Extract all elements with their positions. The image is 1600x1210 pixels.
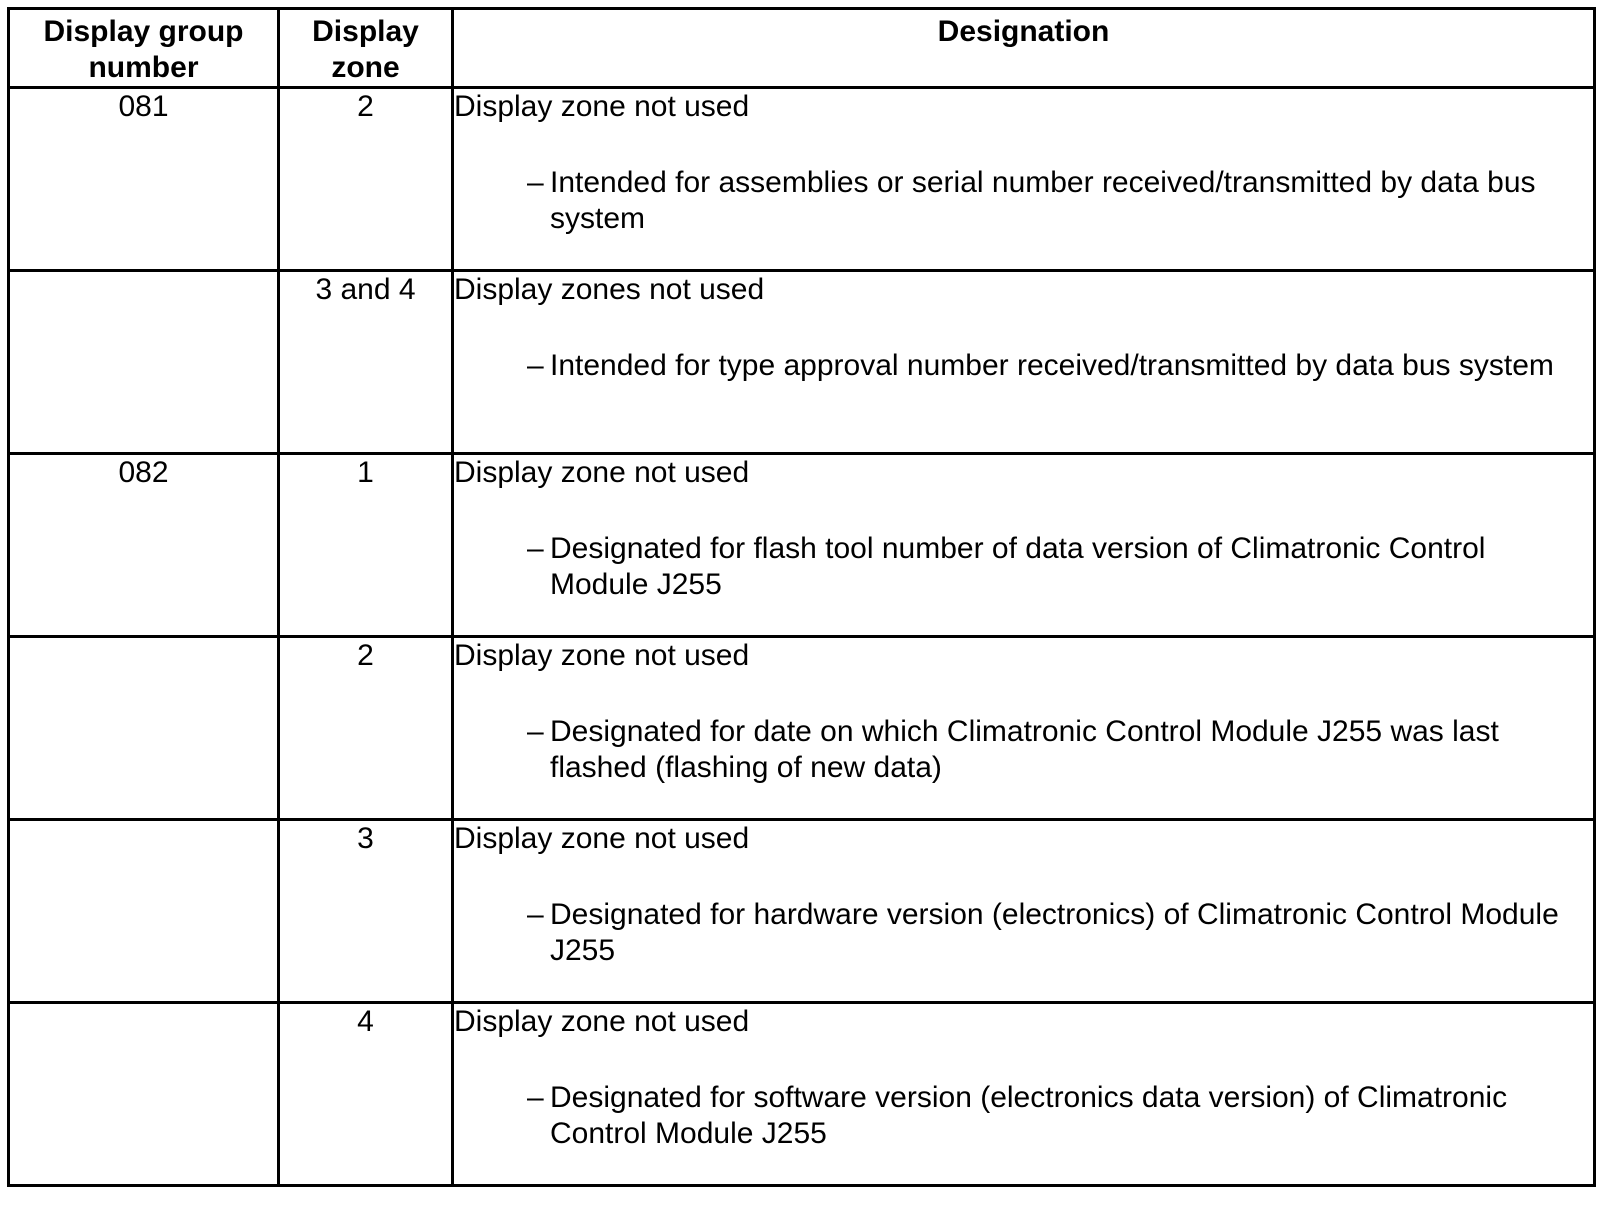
table-row [9,88,1595,271]
table-row [9,454,1595,637]
designation-cell [453,1003,1595,1186]
header-display-group-number: Display group number [9,9,279,88]
display-group-number-cell [9,637,279,820]
dash-bullet: – [527,532,544,565]
display-zone-cell: 2 [279,637,453,820]
header-designation: Designation [453,9,1595,88]
designation-cell [453,88,1595,271]
designation-sub-item [454,165,1593,237]
designation-cell [453,271,1595,454]
dash-bullet: – [527,166,544,199]
display-group-number-cell [9,820,279,1003]
display-group-number-cell [9,1003,279,1186]
display-group-table [7,7,1596,1187]
designation-cell [453,820,1595,1003]
designation-sub-text: Designated for date on which Climatronic Control Module J255 was last flashed (flashing of new data) [550,715,1499,784]
dash-bullet: – [527,715,544,748]
designation-main-text: Display zone not used [454,90,750,123]
table-row [9,271,1595,454]
display-group-number-cell [9,271,279,454]
display-group-number-cell: 081 [9,88,279,271]
designation-main-text: Display zone not used [454,1005,750,1038]
table-row [9,1003,1595,1186]
display-zone-cell: 4 [279,1003,453,1186]
display-group-number-cell: 082 [9,454,279,637]
table-row [9,637,1595,820]
designation-sub-item [454,714,1593,786]
table-row [9,820,1595,1003]
designation-sub-text: Intended for type approval number received/transmitted by data bus system [550,349,1554,382]
designation-sub-item [454,531,1593,603]
display-zone-cell: 3 and 4 [279,271,453,454]
designation-cell [453,454,1595,637]
display-zone-cell: 2 [279,88,453,271]
designation-sub-text: Designated for flash tool number of data version of Climatronic Control Module J255 [550,532,1486,601]
designation-main-text: Display zone not used [454,639,750,672]
designation-sub-text: Designated for software version (electronics data version) of Climatronic Control Module J255 [550,1081,1508,1150]
designation-sub-text: Intended for assemblies or serial number received/transmitted by data bus system [550,166,1536,235]
designation-sub-item [454,348,1593,384]
designation-sub-item [454,1080,1593,1152]
designation-main-text: Display zone not used [454,822,750,855]
dash-bullet: – [527,1081,544,1114]
designation-main-text: Display zones not used [454,273,765,306]
header-row [9,9,1595,88]
designation-cell [453,637,1595,820]
display-zone-cell: 1 [279,454,453,637]
designation-sub-text: Designated for hardware version (electronics) of Climatronic Control Module J255 [550,898,1559,967]
designation-sub-item [454,897,1593,969]
display-zone-cell: 3 [279,820,453,1003]
dash-bullet: – [527,898,544,931]
dash-bullet: – [527,349,544,382]
designation-main-text: Display zone not used [454,456,750,489]
header-display-zone: Display zone [279,9,453,88]
